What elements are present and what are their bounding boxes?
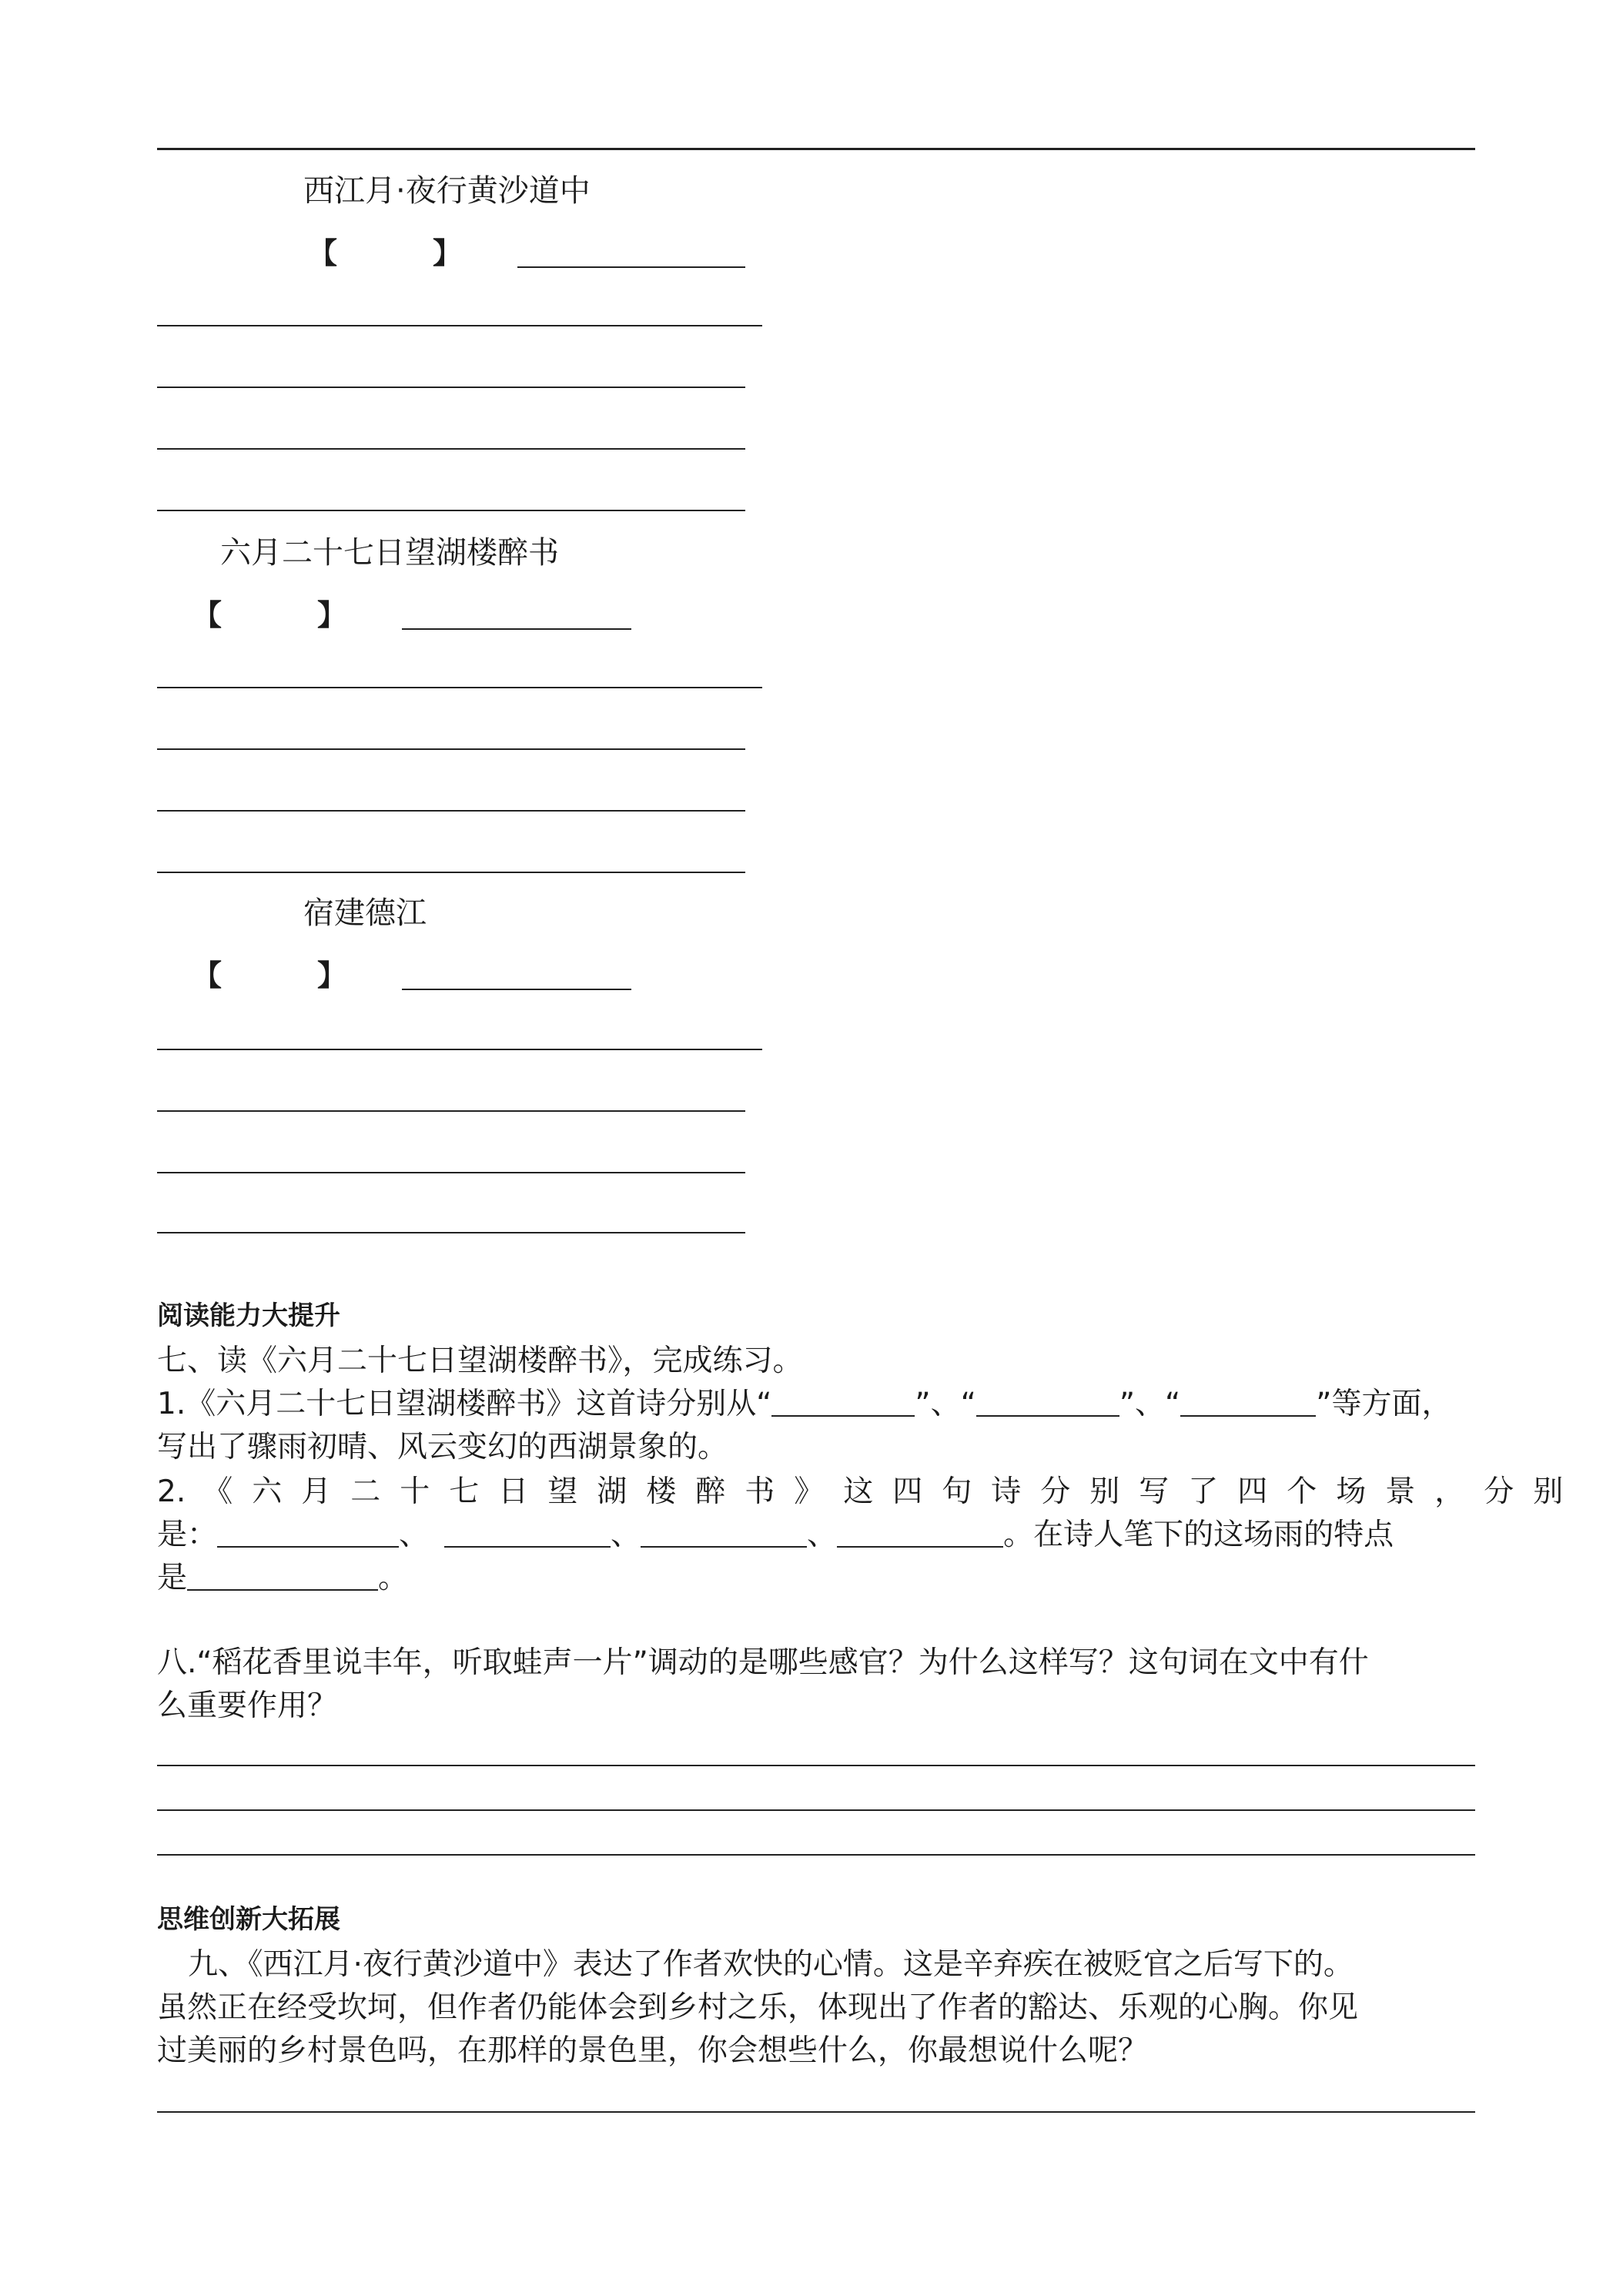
q7-2-number: 2. (157, 1474, 186, 1509)
writing-line[interactable] (157, 510, 745, 511)
top-divider (157, 148, 1475, 150)
author-blank[interactable] (402, 628, 631, 630)
poem-title: 宿建德江 (303, 895, 427, 931)
q7-2-line3-suffix: 。 (378, 1561, 409, 1595)
writing-line[interactable] (157, 810, 745, 812)
answer-blank[interactable] (641, 1518, 807, 1548)
q7-1-sep: ”、“ (915, 1387, 976, 1421)
writing-line[interactable] (157, 387, 745, 388)
answer-line[interactable] (157, 2111, 1475, 2113)
author-bracket-close: 】 (433, 236, 463, 270)
question-9-line1: 九、《西江月·夜行黄沙道中》表达了作者欢快的心情。这是辛弃疾在被贬官之后写下的。 (188, 1947, 1354, 1982)
author-bracket-close: 】 (317, 598, 347, 632)
writing-line[interactable] (157, 1172, 745, 1173)
q7-1-sep: ”、“ (1119, 1387, 1181, 1421)
writing-line[interactable] (157, 872, 745, 873)
answer-line[interactable] (157, 1854, 1475, 1856)
answer-blank[interactable] (217, 1518, 399, 1548)
question-8-line2: 么重要作用？ (157, 1689, 338, 1723)
writing-line[interactable] (157, 1049, 762, 1050)
answer-line[interactable] (157, 1765, 1475, 1766)
answer-blank[interactable] (837, 1518, 1003, 1548)
answer-blank[interactable] (187, 1561, 378, 1591)
q7-2-sep: 、 (807, 1518, 838, 1552)
writing-line[interactable] (157, 325, 762, 326)
answer-blank[interactable] (771, 1387, 915, 1417)
section-heading-reading: 阅读能力大提升 (157, 1300, 340, 1331)
poem-title: 西江月·夜行黄沙道中 (303, 173, 591, 209)
question-7-intro: 七、读《六月二十七日望湖楼醉书》，完成练习。 (157, 1344, 803, 1378)
writing-line[interactable] (157, 1232, 745, 1233)
question-7-2-line3 (157, 1557, 408, 1600)
question-9-line3: 过美丽的乡村景色吗，在那样的景色里，你会想些什么，你最想说什么呢？ (157, 2033, 1149, 2068)
poem-title: 六月二十七日望湖楼醉书 (220, 535, 559, 571)
q7-2-sep: 、 (399, 1518, 430, 1552)
author-blank[interactable] (402, 989, 631, 990)
writing-line[interactable] (157, 748, 745, 750)
writing-line[interactable] (157, 448, 745, 450)
question-9-line2: 虽然正在经受坎坷，但作者仍能体会到乡村之乐，体现出了作者的豁达、乐观的心胸。你见 (157, 1990, 1359, 2025)
q7-2-text: 《六月二十七日望湖楼醉书》这四句诗分别写了四个场景，分别 (202, 1474, 1583, 1509)
question-7-1-line1 (157, 1383, 1451, 1426)
q7-2-line3-prefix: 是 (157, 1561, 188, 1595)
author-bracket-open: 【 (192, 598, 223, 632)
author-bracket-open: 【 (308, 236, 338, 270)
question-7-2-line2 (157, 1514, 1394, 1557)
question-7-2-line1 (157, 1471, 1582, 1514)
answer-blank[interactable] (976, 1387, 1119, 1417)
answer-line[interactable] (157, 1809, 1475, 1811)
author-blank[interactable] (517, 266, 745, 268)
author-bracket-close: 】 (317, 959, 347, 992)
author-bracket-open: 【 (192, 959, 223, 992)
question-8-line1: 八.“稻花香里说丰年，听取蛙声一片”调动的是哪些感官？为什么这样写？这句词在文中有什 (157, 1645, 1369, 1680)
answer-blank[interactable] (444, 1518, 611, 1548)
q7-2-shi: 是： (157, 1518, 218, 1552)
writing-line[interactable] (157, 687, 762, 688)
q7-1-prefix: 1.《六月二十七日望湖楼醉书》这首诗分别从“ (157, 1387, 772, 1421)
q7-2-tail: 。在诗人笔下的这场雨的特点 (1003, 1518, 1394, 1552)
section-heading-thinking: 思维创新大拓展 (157, 1904, 340, 1935)
answer-blank[interactable] (1180, 1387, 1316, 1417)
q7-2-sep: 、 (611, 1518, 641, 1552)
question-7-1-line2: 写出了骤雨初晴、风云变幻的西湖景象的。 (157, 1430, 728, 1464)
writing-line[interactable] (157, 1110, 745, 1112)
q7-1-suffix: ”等方面， (1316, 1387, 1452, 1421)
